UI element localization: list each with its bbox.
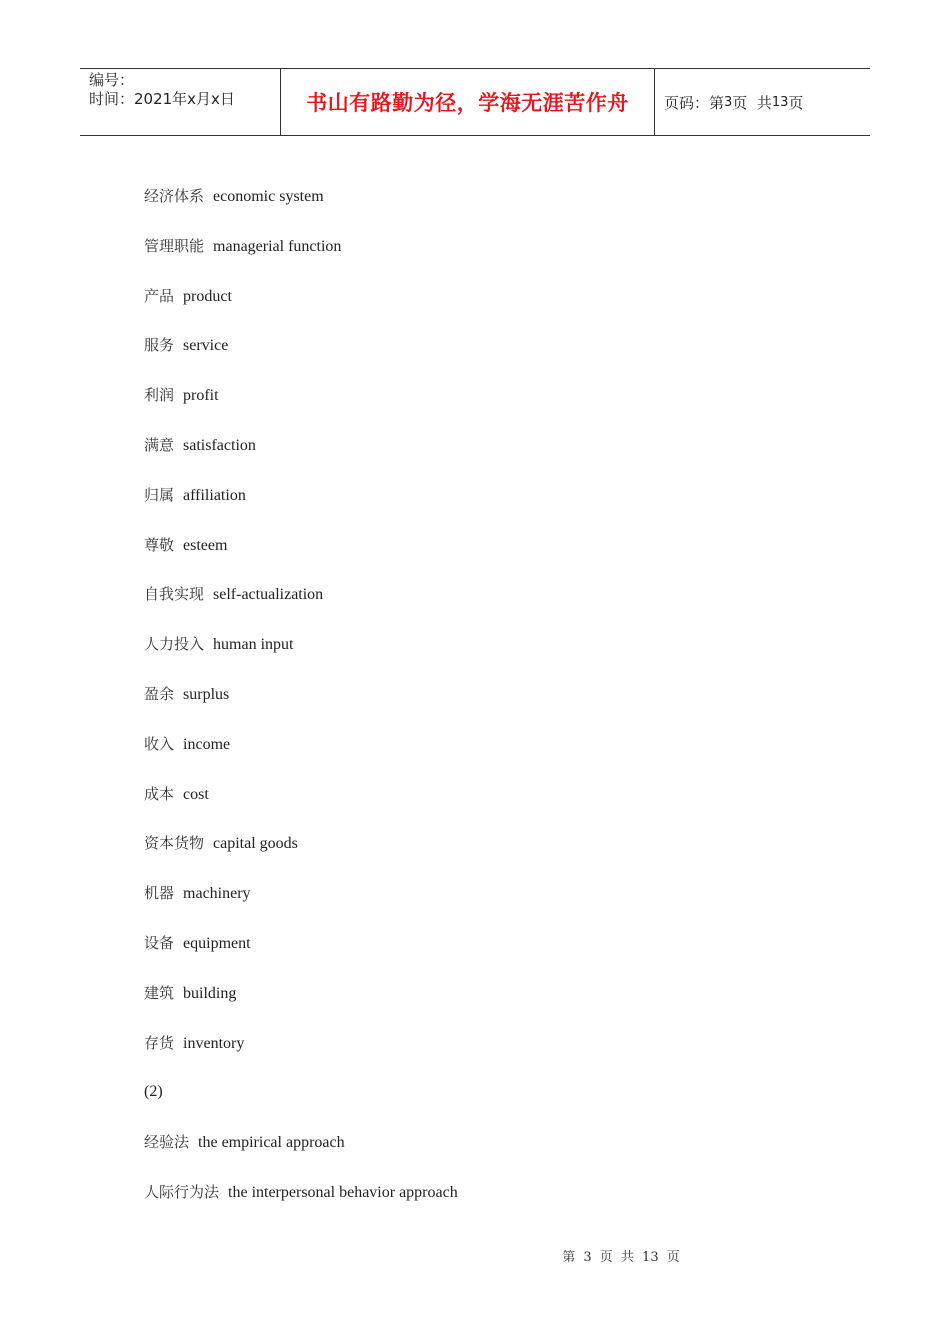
- page-mid: 页 共: [732, 93, 772, 112]
- term-row: [144, 180, 458, 230]
- term-english: profit: [183, 387, 219, 405]
- term-english: service: [183, 337, 229, 355]
- term-english: cost: [183, 785, 209, 803]
- term-row: [144, 877, 458, 927]
- page-suffix: 页: [788, 93, 804, 112]
- term-chinese: 尊敬: [144, 535, 175, 554]
- term-english: managerial function: [213, 237, 342, 255]
- term-english: economic system: [213, 188, 324, 205]
- term-row: [144, 628, 458, 678]
- term-chinese: 收入: [144, 734, 175, 753]
- term-chinese: 管理职能: [144, 236, 205, 255]
- header-motto: 书山有路勤为径，学海无涯苦作舟: [281, 69, 655, 135]
- term-chinese: 建筑: [144, 983, 175, 1002]
- term-row: [144, 1076, 458, 1126]
- term-chinese: 归属: [144, 485, 175, 504]
- term-english: machinery: [183, 885, 251, 903]
- term-list: [144, 180, 458, 1226]
- term-row: [144, 1176, 458, 1226]
- term-chinese: 机器: [144, 884, 175, 903]
- term-english: satisfaction: [183, 436, 256, 454]
- term-row: [144, 230, 458, 280]
- term-chinese: 盈余: [144, 684, 175, 703]
- term-row: [144, 927, 458, 977]
- term-row: [144, 1126, 458, 1176]
- term-chinese: 存货: [144, 1033, 175, 1052]
- page-total: 13: [771, 94, 789, 110]
- term-english: esteem: [183, 536, 228, 554]
- page-current: 3: [724, 94, 733, 110]
- term-row: [144, 728, 458, 778]
- term-row: [144, 429, 458, 479]
- term-chinese: 自我实现: [144, 585, 205, 604]
- term-row: [144, 379, 458, 429]
- term-chinese: 经济体系: [144, 187, 205, 205]
- term-english: the interpersonal behavior approach: [228, 1183, 458, 1201]
- term-row: [144, 827, 458, 877]
- term-row: [144, 280, 458, 330]
- term-row: [144, 1027, 458, 1077]
- term-english: self-actualization: [213, 586, 324, 604]
- term-english: surplus: [183, 685, 230, 703]
- term-english: income: [183, 735, 231, 753]
- term-row: [144, 678, 458, 728]
- term-english: inventory: [183, 1034, 245, 1052]
- date-label: 时间：2021年x月x日: [89, 90, 235, 108]
- term-english: affiliation: [183, 486, 246, 504]
- term-row: [144, 529, 458, 579]
- term-english: human input: [213, 636, 294, 654]
- page-header: [80, 68, 870, 136]
- term-english: capital goods: [213, 835, 298, 853]
- term-row: [144, 329, 458, 379]
- term-chinese: 满意: [144, 435, 175, 454]
- header-page-info: [655, 69, 870, 135]
- term-english: the empirical approach: [198, 1134, 345, 1152]
- term-chinese: 服务: [144, 336, 175, 355]
- term-chinese: 成本: [144, 784, 175, 803]
- term-english: equipment: [183, 934, 251, 952]
- term-row: [144, 977, 458, 1027]
- term-chinese: 设备: [144, 933, 175, 952]
- term-chinese: 利润: [144, 386, 175, 405]
- term-chinese: 产品: [144, 286, 175, 305]
- page-prefix: 页码：第: [664, 93, 725, 112]
- term-english: product: [183, 287, 232, 305]
- term-english: (2): [144, 1083, 163, 1101]
- term-row: [144, 778, 458, 828]
- term-chinese: 资本货物: [144, 834, 205, 853]
- page-footer: 第 3 页 共 13 页: [562, 1250, 680, 1265]
- term-chinese: 人际行为法: [144, 1182, 220, 1201]
- term-chinese: 经验法: [144, 1133, 190, 1152]
- term-row: [144, 479, 458, 529]
- term-english: building: [183, 984, 237, 1002]
- term-chinese: 人力投入: [144, 635, 205, 654]
- term-row: [144, 578, 458, 628]
- header-meta: [80, 69, 281, 135]
- number-label: 编号：: [89, 71, 135, 89]
